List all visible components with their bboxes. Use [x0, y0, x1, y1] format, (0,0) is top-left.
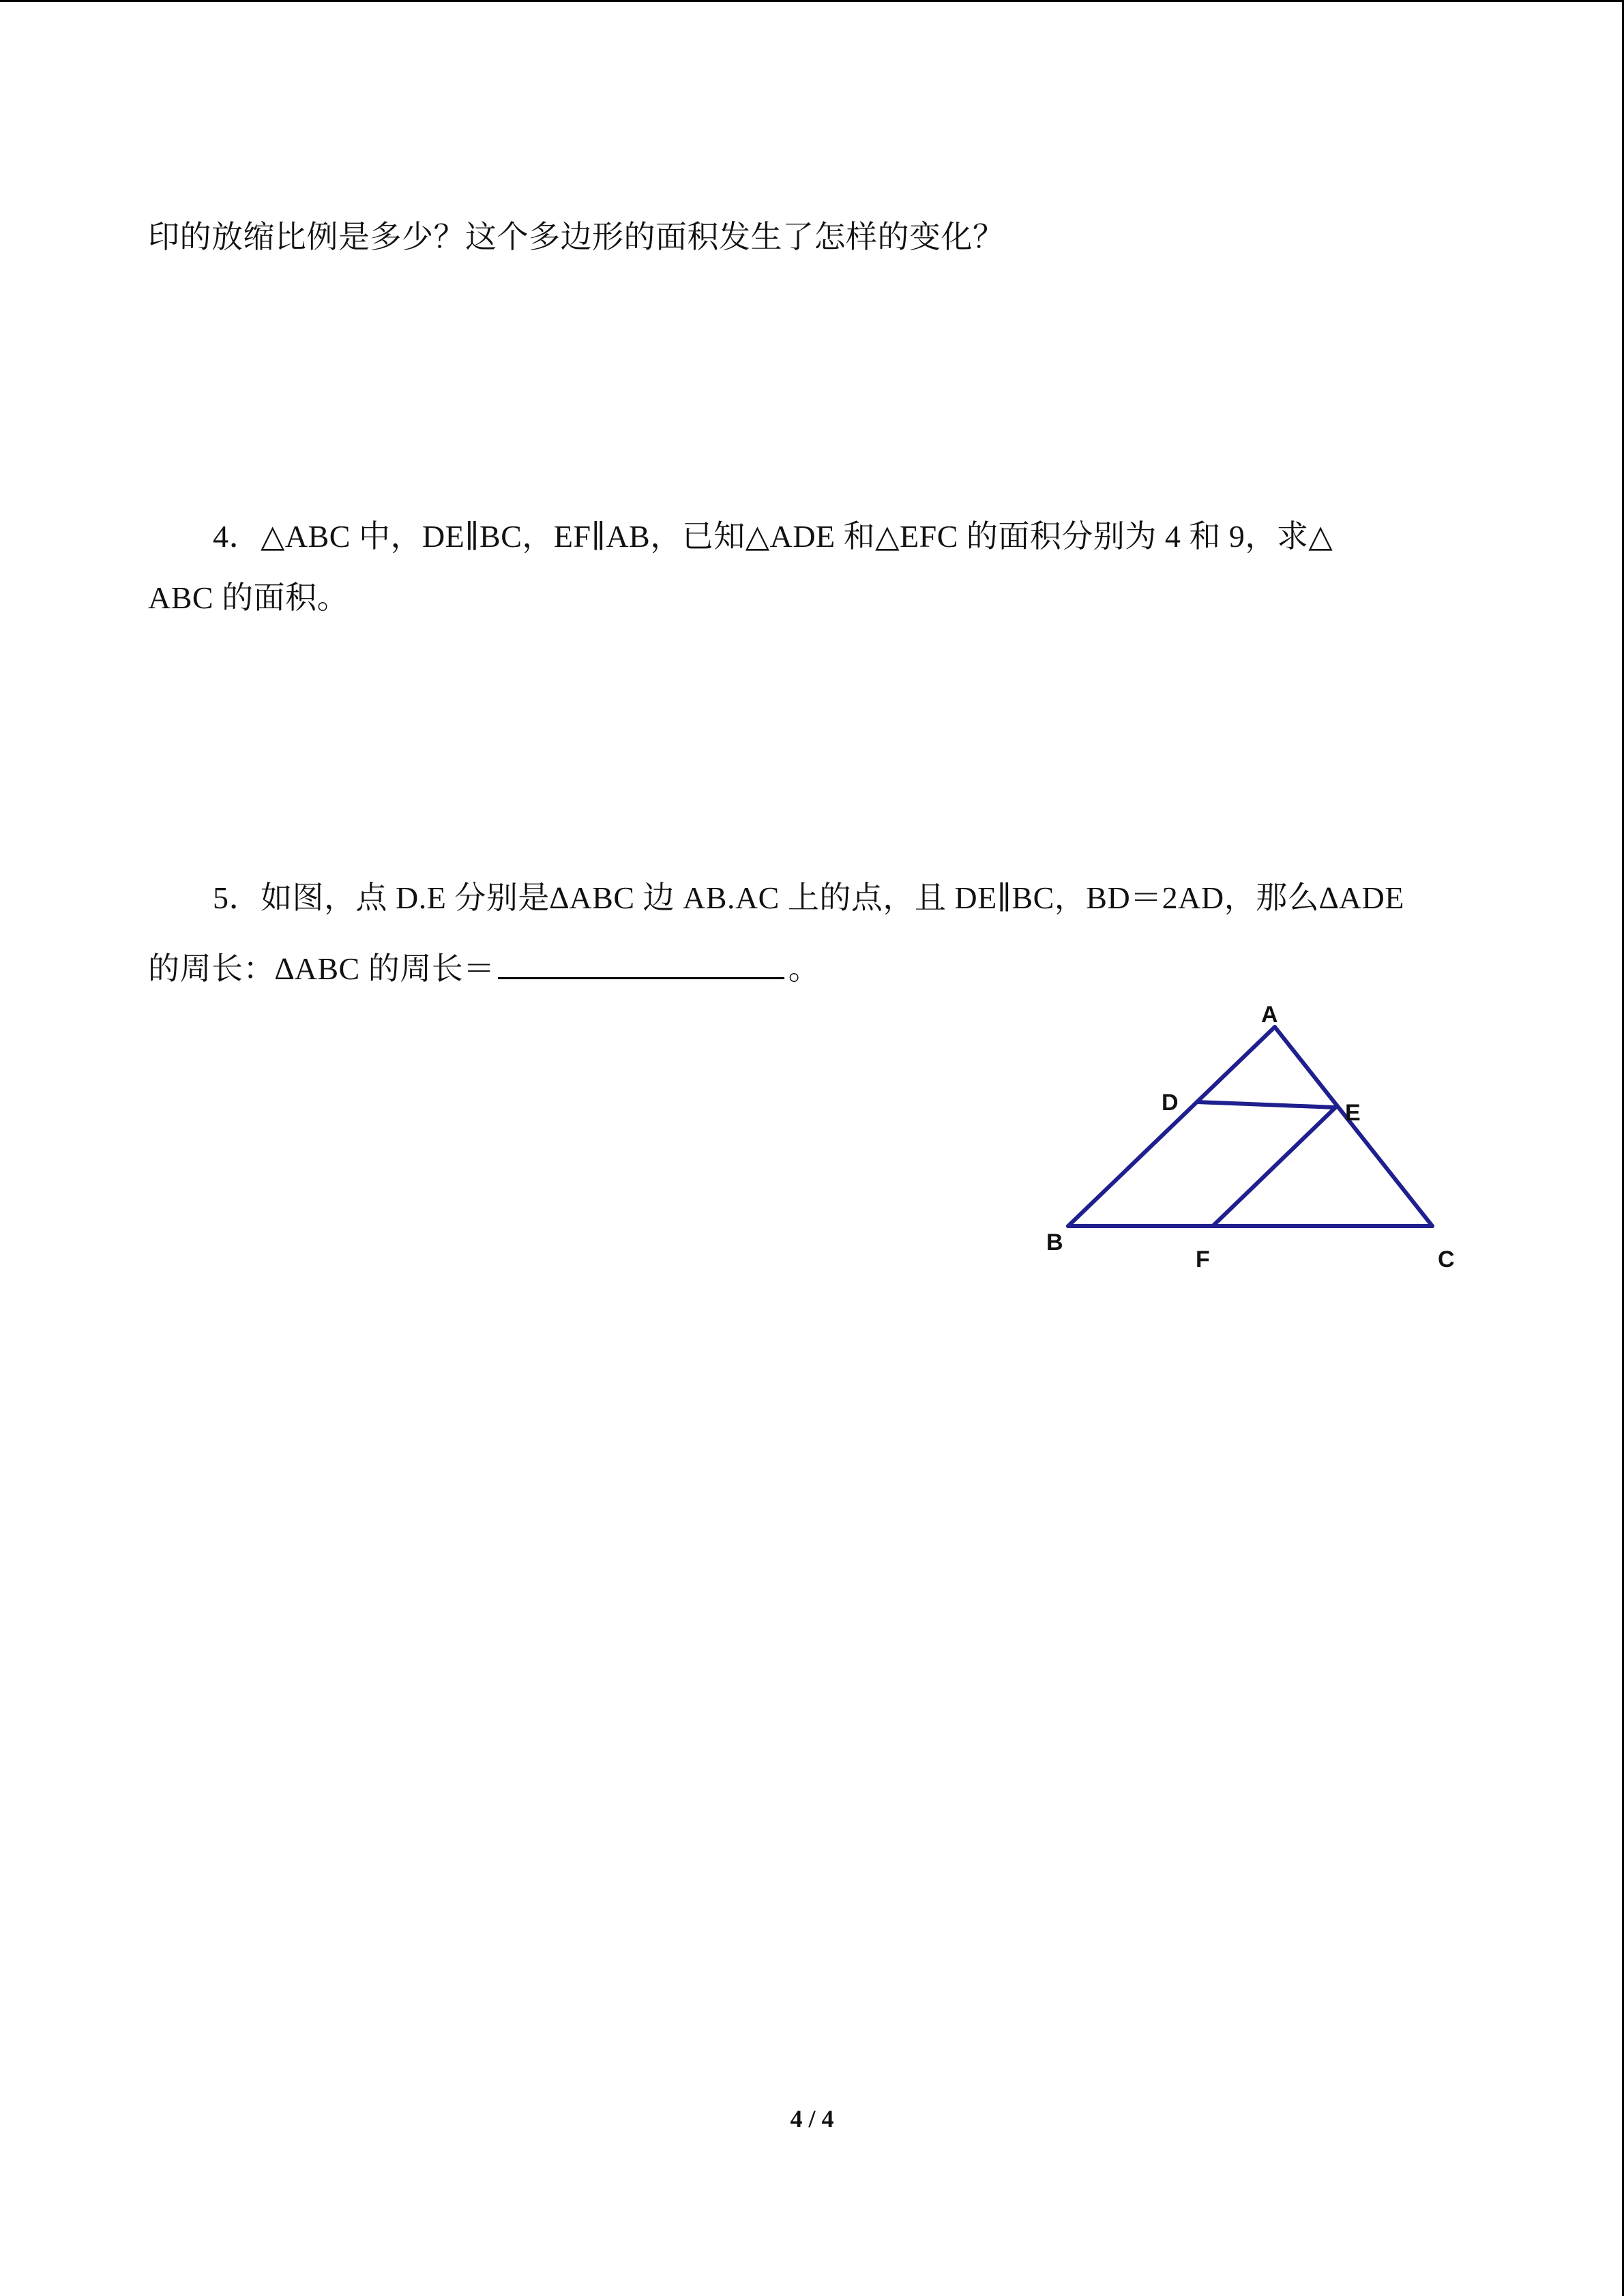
label-e: E: [1345, 1100, 1361, 1126]
continuation-text: 印的放缩比例是多少？这个多边形的面积发生了怎样的变化？: [148, 220, 1005, 254]
label-b: B: [1046, 1229, 1063, 1255]
triangle-diagram: [1023, 998, 1487, 1284]
page-number: 4 / 4: [790, 2105, 834, 2132]
question-4-line-1: 4．△ABC 中，DE∥BC，EF∥AB，已知△ADE 和△EFC 的面积分别为 4 和 9，求△: [213, 519, 1333, 554]
question-5-suffix: 。: [788, 951, 821, 986]
question-5-line-2: [148, 947, 820, 989]
segment-ac: [1275, 1027, 1432, 1226]
label-f: F: [1196, 1247, 1210, 1272]
question-5-line-1: 5．如图，点 D.E 分别是∆ABC 边 AB.AC 上的点，且 DE∥BC，BD＝2AD，那么∆ADE: [213, 880, 1404, 915]
label-d: D: [1162, 1090, 1179, 1116]
label-a: A: [1261, 1002, 1278, 1028]
segment-ef: [1213, 1107, 1335, 1226]
segment-de: [1197, 1102, 1335, 1107]
label-c: C: [1438, 1247, 1455, 1272]
question-5-prefix: 的周长：∆ABC 的周长＝: [148, 951, 495, 986]
answer-blank: [498, 947, 784, 979]
triangle-figure: [1023, 998, 1487, 1284]
question-4-line-2: ABC 的面积。: [148, 580, 349, 615]
